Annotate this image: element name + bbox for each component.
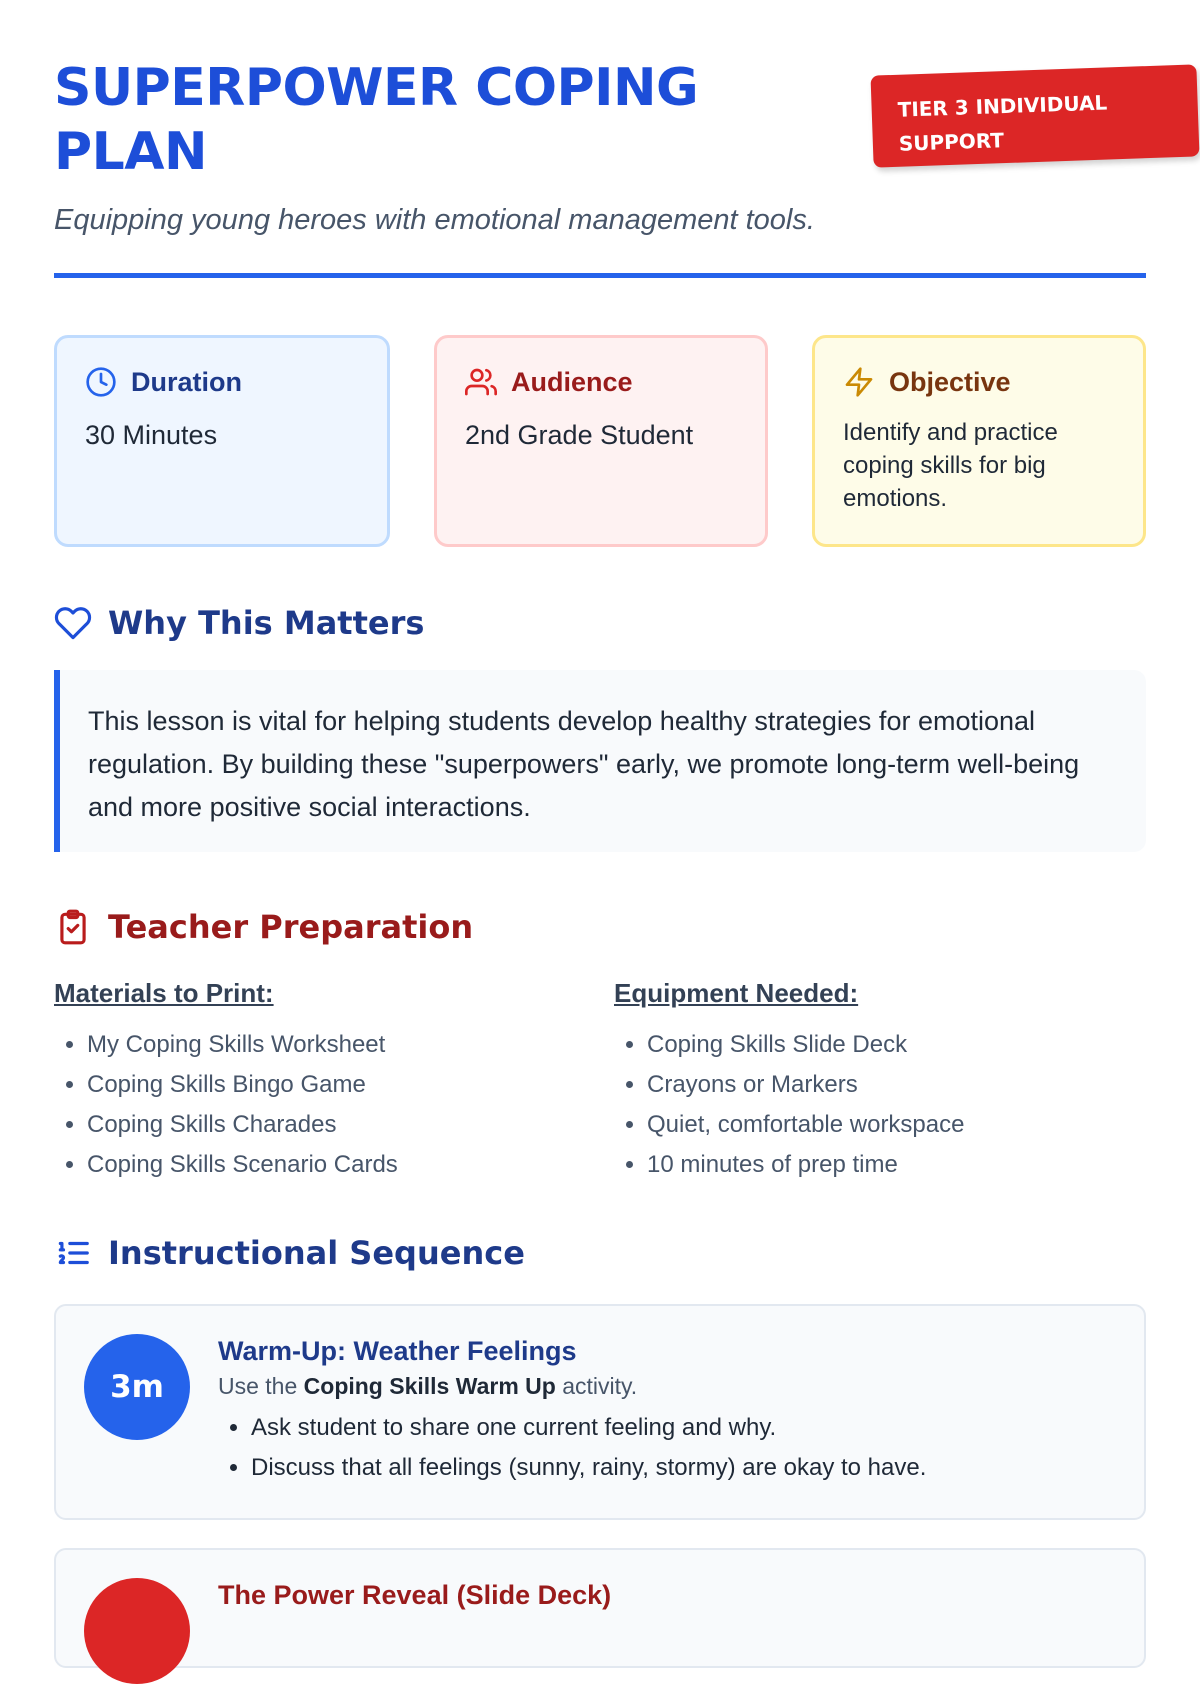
objective-card: [812, 335, 1146, 547]
step-desc-activity: Coping Skills Warm Up: [303, 1373, 556, 1399]
objective-value: Identify and practice coping skills for big emotions.: [843, 419, 1058, 512]
clock-icon: [85, 366, 117, 398]
list-item: • Discuss that all feelings (sunny, rainy, stormy) are okay to have.: [251, 1448, 1114, 1488]
step-time-badge: 3m: [84, 1334, 190, 1440]
list-item: • Coping Skills Slide Deck: [647, 1025, 1134, 1065]
step-title: The Power Reveal (Slide Deck): [218, 1580, 612, 1610]
equipment-list: [614, 1025, 1134, 1185]
sequence-step: [54, 1548, 1146, 1668]
materials-list: [54, 1025, 574, 1185]
list-item: • 10 minutes of prep time: [647, 1145, 1134, 1185]
sequence-title-text: Instructional Sequence: [108, 1234, 525, 1272]
step-bullets: [218, 1408, 1114, 1488]
info-cards: [54, 335, 1146, 547]
objective-label: Objective: [889, 366, 1011, 397]
tier-badge: TIER 3 INDIVIDUAL SUPPORT: [870, 64, 1199, 167]
duration-value: 30 Minutes: [85, 420, 218, 450]
lightning-icon: [843, 366, 875, 398]
heart-icon: [54, 604, 92, 642]
clipboard-check-icon: [54, 908, 92, 946]
users-icon: [465, 366, 497, 398]
duration-card: [54, 335, 390, 547]
materials-title: Materials to Print:: [54, 978, 274, 1008]
step-desc-prefix: Use the: [218, 1373, 304, 1399]
list-item: • Coping Skills Scenario Cards: [87, 1145, 574, 1185]
step-body: [218, 1580, 1114, 1611]
audience-value: 2nd Grade Student: [465, 420, 694, 450]
materials-column: [54, 978, 574, 1185]
list-item: • Quiet, comfortable workspace: [647, 1105, 1134, 1145]
why-section-title: [54, 604, 424, 642]
step-body: [218, 1336, 1114, 1488]
prep-section-title: [54, 908, 473, 946]
list-item: • My Coping Skills Worksheet: [87, 1025, 574, 1065]
step-desc-suffix: activity.: [555, 1373, 638, 1399]
why-title-text: Why This Matters: [108, 604, 425, 642]
header: [54, 0, 1146, 278]
audience-card: [434, 335, 768, 547]
step-time-badge: [84, 1578, 190, 1684]
why-callout: This lesson is vital for helping students develop healthy strategies for emotional regulation. By building these "superpowers" early, we promote long-term well-being and more positive social interactions.: [54, 670, 1146, 852]
audience-label: Audience: [511, 366, 633, 397]
page-subtitle: Equipping young heroes with emotional management tools.: [54, 204, 815, 236]
list-item: • Coping Skills Bingo Game: [87, 1065, 574, 1105]
duration-label: Duration: [131, 366, 242, 397]
step-description: [218, 1373, 1114, 1400]
list-item: • Coping Skills Charades: [87, 1105, 574, 1145]
prep-title-text: Teacher Preparation: [108, 908, 474, 946]
list-item: • Crayons or Markers: [647, 1065, 1134, 1105]
step-title: Warm-Up: Weather Feelings: [218, 1336, 577, 1366]
sequence-section-title: [54, 1234, 525, 1272]
objective-card-header: [843, 366, 1117, 398]
equipment-column: [614, 978, 1134, 1185]
duration-card-header: [85, 366, 361, 398]
equipment-title: Equipment Needed:: [614, 978, 859, 1008]
audience-card-header: [465, 366, 739, 398]
numbered-list-icon: [54, 1234, 92, 1272]
list-item: • Ask student to share one current feeling and why.: [251, 1408, 1114, 1448]
page-title: SUPERPOWER COPING PLAN: [54, 58, 699, 182]
sequence-step: [54, 1304, 1146, 1520]
